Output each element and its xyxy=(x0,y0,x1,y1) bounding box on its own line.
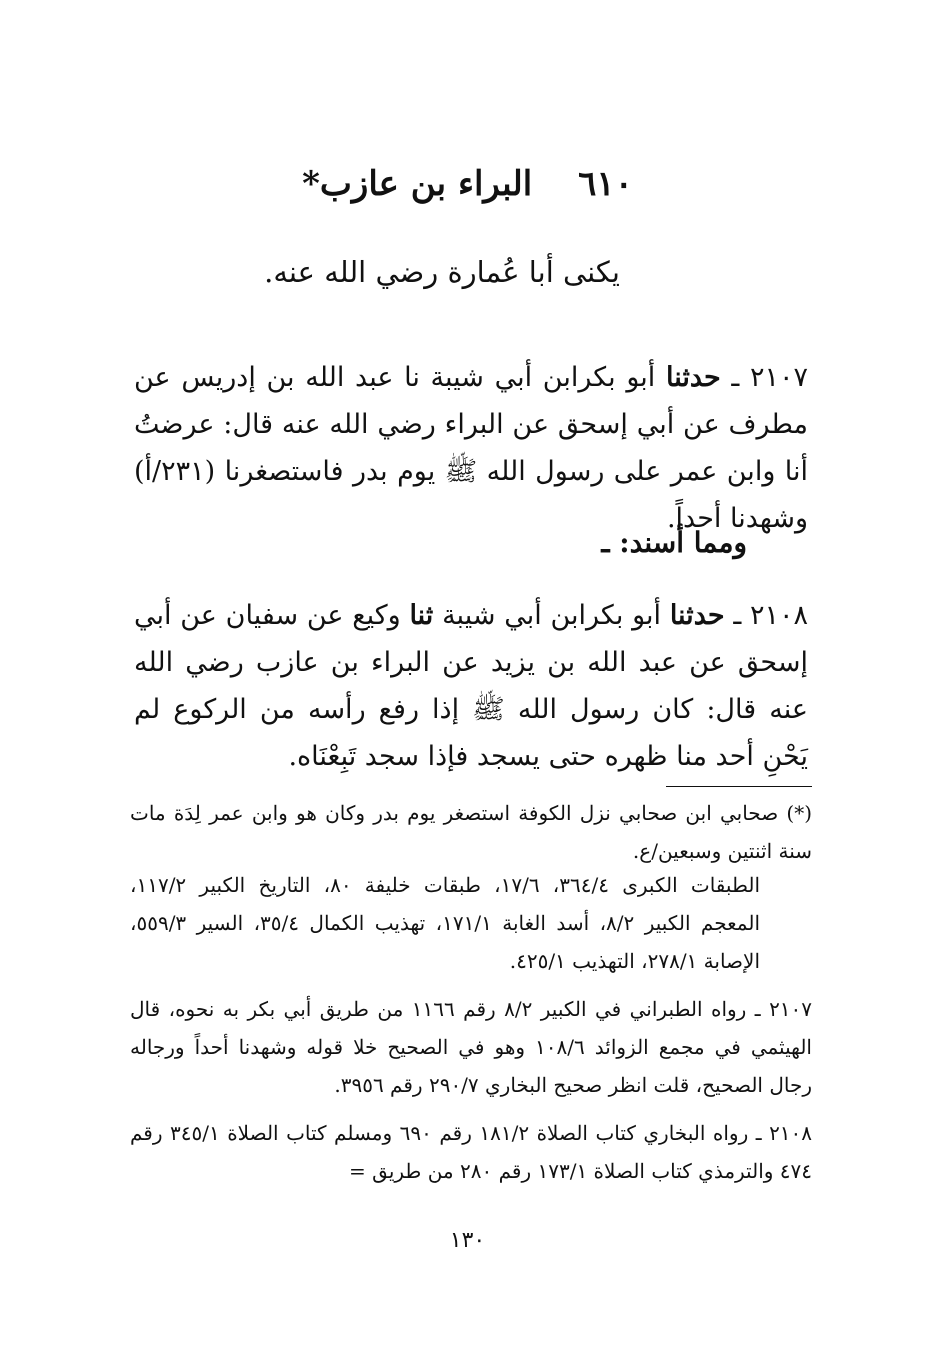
footnote-star: (*) صحابي ابن صحابي نزل الكوفة استصغر يوم بدر وكان هو وابن عمر لِدَة مات سنة اثنتين وسبعين/ع. xyxy=(130,801,812,863)
hadith-2108 xyxy=(134,592,808,780)
page-number: ١٣٠ xyxy=(449,1228,486,1253)
hadith-number: ٢١٠٧ ـ xyxy=(731,362,808,393)
hadith-text-part-a: أبو بكرابن أبي شيبة xyxy=(442,600,662,631)
footnote-text: رواه البخاري كتاب الصلاة ١٨١/٢ رقم ٦٩٠ ومسلم كتاب الصلاة ٣٤٥/١ رقم ٤٧٤ والترمذي كتاب الصلاة ١٧٣/١ رقم ٢٨٠ من طريق = xyxy=(130,1121,812,1183)
biography-heading xyxy=(0,160,935,208)
hadith-number: ٢١٠٨ ـ xyxy=(733,600,808,631)
hadith-2107 xyxy=(134,354,808,542)
hadith-text-part-b: وكيع عن سفيان عن أبي إسحق عن عبد الله بن يزيد عن البراء بن عازب رضي الله عنه قال: كان رسول الله ﷺ إذا رفع رأسه من الركوع لم يَحْنِ أحد منا ظهره حتى يسجد فإذا سجد تَبِعْنَاه. xyxy=(134,600,808,772)
hadith-lead-word: حدثنا xyxy=(665,362,721,393)
hadith-text: أبو بكرابن أبي شيبة نا عبد الله بن إدريس عن مطرف عن أبي إسحق عن البراء رضي الله عنه قال: عرضتُ أنا وابن عمر على رسول الله ﷺ يوم بدر فاستصغرنا (٢٣١/أ) وشهدنا أحداً. xyxy=(134,362,808,534)
hadith-lead-word: حدثنا xyxy=(669,600,725,631)
footnote-separator xyxy=(666,786,812,787)
footnote-number: ٢١٠٨ ـ xyxy=(755,1121,813,1145)
biography-number: ٦١٠ xyxy=(578,164,633,204)
footnote-2107 xyxy=(130,990,812,1104)
kunya-line: يكنى أبا عُمارة رضي الله عنه. xyxy=(264,255,620,289)
footnote-text: رواه الطبراني في الكبير ٨/٢ رقم ١١٦٦ من طريق أبي بكر به نحوه، قال الهيثمي في مجمع الزوائد ١٠٨/٦ وهو في الصحيح خلا قوله وشهدنا أحداً ورجاله رجال الصحيح، قلت انظر صحيح البخاري ٢٩٠/٧ رقم ٣٩٥٦. xyxy=(130,997,812,1097)
footnote-star-sources: الطبقات الكبرى ٣٦٤/٤، ١٧/٦، طبقات خليفة ٨٠، التاريخ الكبير ١١٧/٢، المعجم الكبير ٨/٢، أسد الغابة ١٧١/١، تهذيب الكمال ٣٥/٤، السير ٥٥٩/٣، الإصابة ٢٧٨/١، التهذيب ٤٢٥/١. xyxy=(130,873,761,973)
footnote-2108 xyxy=(130,1114,812,1190)
hadith-lead-word-2: ثنا xyxy=(409,600,434,631)
biography-name: البراء بن عازب* xyxy=(302,164,533,204)
section-subheading: ومما أسند: ـ xyxy=(601,526,747,559)
footnote-number: ٢١٠٧ ـ xyxy=(754,997,813,1021)
